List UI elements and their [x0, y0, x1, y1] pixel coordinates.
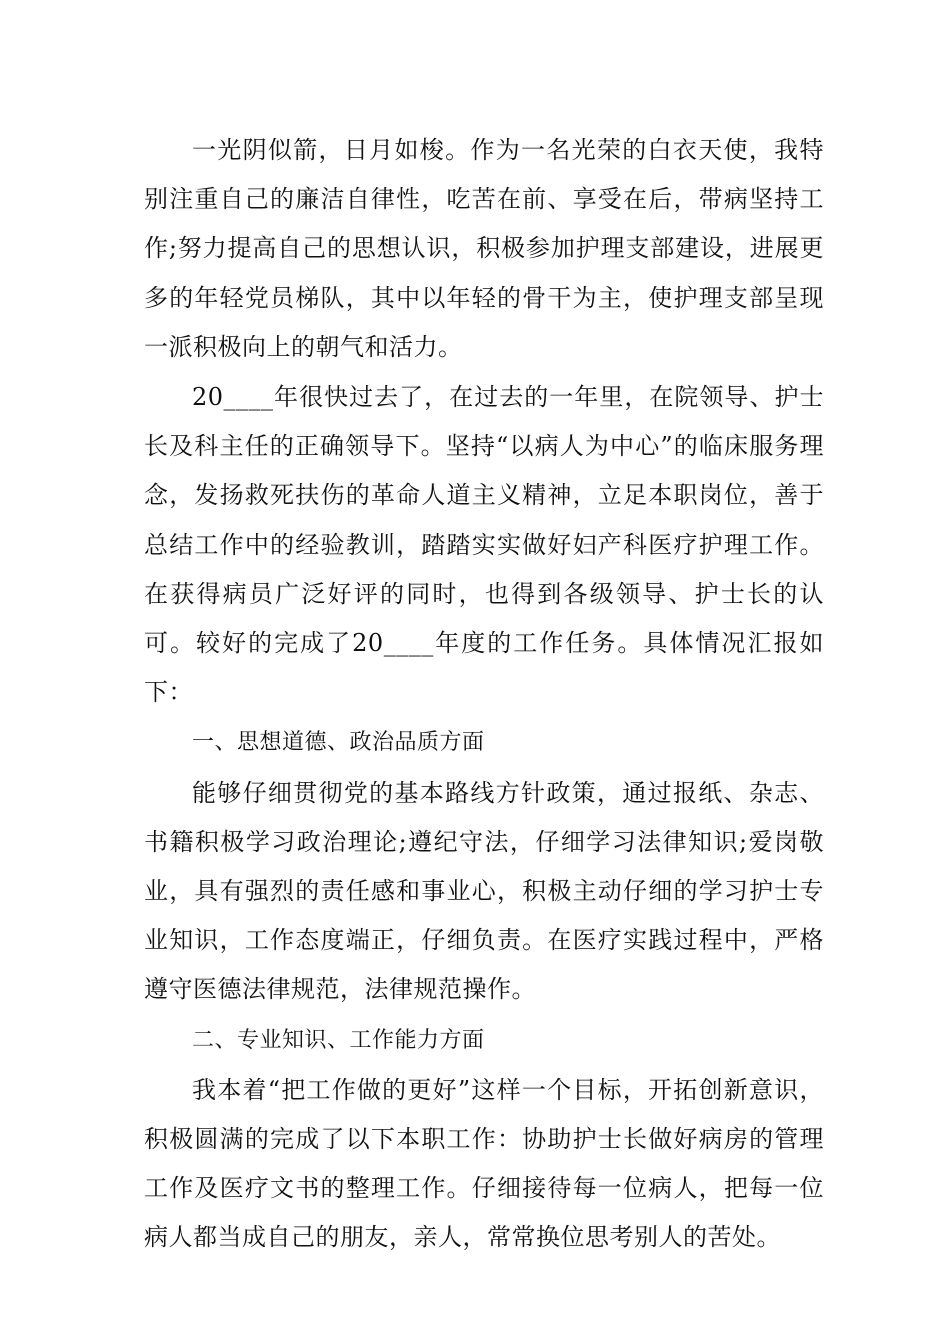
paragraph-year-summary: 20____年很快过去了，在过去的一年里，在院领导、护士长及科主任的正确领导下。坚持“以病人为中心”的临床服务理念，发扬救死扶伤的革命人道主义精神，立足本职岗位，善于总结工作中的经验教训，踏踏实实做好妇产科医疗护理工作。在获得病员广泛好评的同时，也得到各级领导、护士长的认可。较好的完成了20____年度的工作任务。具体情况汇报如下： [144, 383, 824, 707]
paragraph-professional: 我本着“把工作做的更好”这样一个目标，开拓创新意识，积极圆满的完成了以下本职工作：协助护士长做好病房的管理工作及医疗文书的整理工作。仔细接待每一位病人，把每一位病人都当成自己的朋友，亲人，常常换位思考别人的苦处。 [144, 1075, 824, 1252]
document-body [144, 126, 824, 1263]
paragraph-morality: 能够仔细贯彻党的基本路线方针政策，通过报纸、杂志、书籍积极学习政治理论;遵纪守法，仔细学习法律知识;爱岗敬业，具有强烈的责任感和事业心，积极主动仔细的学习护士专业知识，工作态度端正，仔细负责。在医疗实践过程中，严格遵守医德法律规范，法律规范操作。 [144, 778, 824, 1004]
section-heading-morality: 一、思想道德、政治品质方面 [192, 730, 485, 756]
paragraph-intro: 一光阴似箭，日月如梭。作为一名光荣的白衣天使，我特别注重自己的廉洁自律性，吃苦在前、享受在后，带病坚持工作;努力提高自己的思想认识，积极参加护理支部建设，进展更多的年轻党员梯队，其中以年轻的骨干为主，使护理支部呈现一派积极向上的朝气和活力。 [144, 136, 824, 361]
section-heading-professional: 二、专业知识、工作能力方面 [192, 1027, 485, 1053]
